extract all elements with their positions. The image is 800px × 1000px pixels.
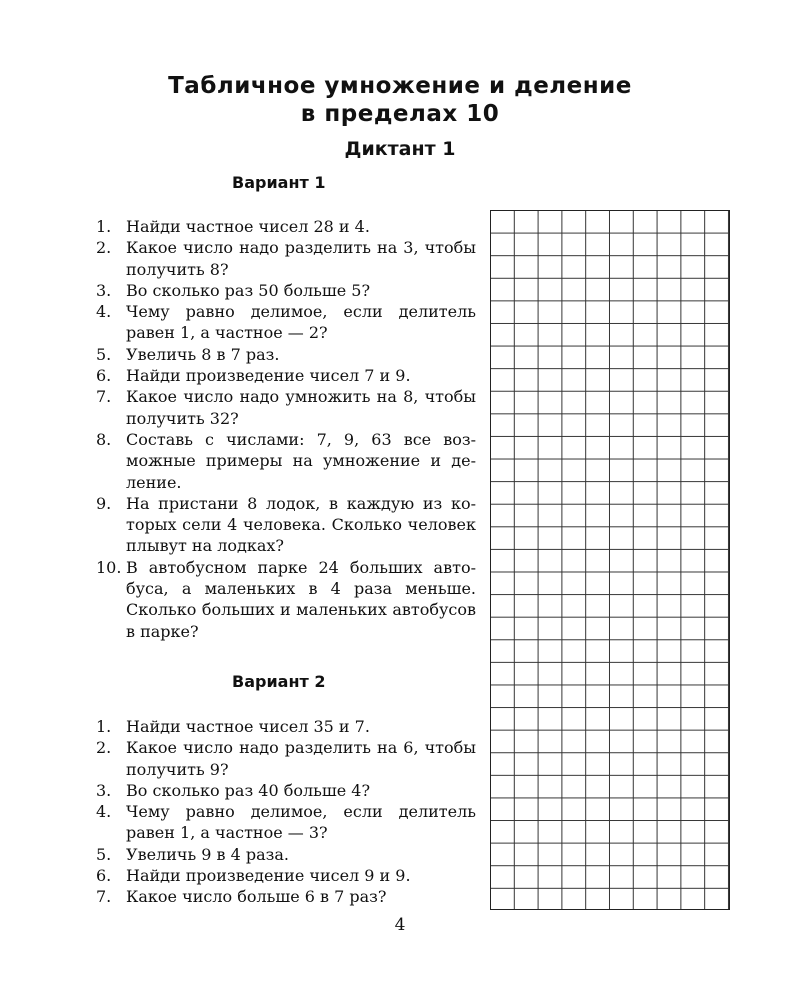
task-item [96, 280, 476, 301]
task-text: Найди частное чисел 28 и 4. [126, 217, 370, 236]
task-text: Чему равно делимое, если делитель равен 1, а частное — 2? [126, 302, 476, 343]
task-number: 3. [96, 280, 112, 300]
task-item [96, 216, 476, 237]
task-text: Во сколько раз 50 больше 5? [126, 280, 371, 300]
task-number: 8. [96, 429, 112, 449]
task-text: Во сколько раз 40 больше 4? [126, 780, 371, 800]
task-number: 7. [96, 387, 112, 407]
task-item [96, 493, 476, 557]
task-number: 9. [96, 493, 112, 513]
task-text: Какое число надо умножить на 8, чтобы получить 32? [126, 387, 476, 428]
task-text: На пристани 8 лодок, в каждую из которых сели 4 человека. Сколько человек плывут на лодках? [126, 493, 476, 556]
task-number: 3. [96, 780, 112, 800]
task-number: 5. [96, 344, 112, 364]
task-item [96, 557, 476, 642]
task-text: Какое число надо разделить на 6, чтобы получить 9? [126, 738, 476, 779]
task-item [96, 365, 476, 386]
task-text: Какое число надо разделить на 3, чтобы получить 8? [126, 238, 476, 279]
task-item [96, 237, 476, 280]
task-item [96, 801, 476, 844]
variant-2-task-list [96, 716, 476, 908]
dictation-title: Диктант 1 [344, 138, 456, 160]
task-text: Найди произведение чисел 7 и 9. [126, 366, 411, 386]
task-text: Какое число больше 6 в 7 раз? [126, 887, 387, 907]
task-item [96, 386, 476, 429]
task-text: В автобусном парке 24 больших автобуса, а маленьких в 4 раза меньше. Сколько больших и маленьких автобусов в парке? [126, 557, 476, 641]
task-number: 1. [96, 717, 112, 736]
task-item [96, 780, 476, 801]
task-number: 4. [96, 302, 112, 322]
page-number: 4 [394, 915, 406, 935]
page-title [0, 72, 800, 128]
task-item [96, 886, 476, 907]
variant-1-task-list [96, 216, 476, 642]
task-number: 10. [96, 557, 122, 577]
task-item [96, 301, 476, 344]
task-number: 2. [96, 738, 112, 758]
task-text: Увеличь 9 в 4 раза. [126, 844, 289, 864]
task-number: 6. [96, 866, 112, 886]
task-item [96, 716, 476, 737]
task-text: Чему равно делимое, если делитель равен 1, а частное — 3? [126, 802, 476, 843]
task-item [96, 844, 476, 865]
task-text: Найди частное чисел 35 и 7. [126, 717, 370, 736]
task-number: 2. [96, 238, 112, 258]
task-item [96, 737, 476, 780]
task-number: 4. [96, 802, 112, 822]
variant-2-heading: Вариант 2 [232, 672, 326, 691]
task-number: 5. [96, 844, 112, 864]
task-text: Найди произведение чисел 9 и 9. [126, 866, 411, 886]
task-text: Увеличь 8 в 7 раз. [126, 344, 280, 364]
task-number: 6. [96, 366, 112, 386]
task-number: 1. [96, 217, 112, 236]
task-item [96, 344, 476, 365]
task-number: 7. [96, 887, 112, 907]
task-item [96, 865, 476, 886]
task-text: Составь с числами: 7, 9, 63 все возможные примеры на умножение и деление. [126, 429, 476, 492]
task-item [96, 429, 476, 493]
variant-1-heading: Вариант 1 [232, 173, 326, 192]
title-line-2: в пределах 10 [300, 101, 500, 127]
title-line-1: Табличное умножение и деление [168, 73, 632, 99]
answer-grid [490, 210, 730, 910]
